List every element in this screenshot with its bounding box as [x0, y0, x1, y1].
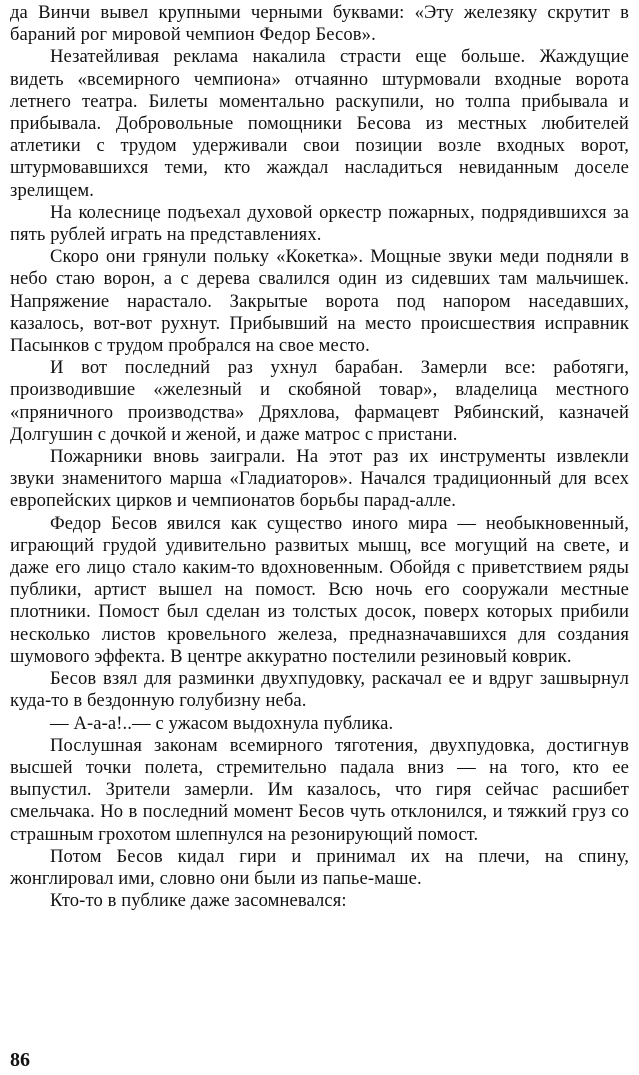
paragraph: Незатейливая реклама накалила страсти еще больше. Жаждущие видеть «всемирного чемпиона» отчаянно штурмовали входные ворота летнего театра. Билеты моментально раскупили, но толпа прибывала и прибывала. Добровольные помощники Бесова из местных любителей атлетики с трудом удерживали свои позиции возле входных ворот, штурмовавшихся теми, кто жаждал насладиться невиданным доселе зрелищем. [10, 46, 629, 201]
paragraph: Потом Бесов кидал гири и принимал их на плечи, на спину, жонглировал ими, словно они были из папье-маше. [10, 845, 629, 889]
page-number: 86 [10, 1049, 30, 1071]
paragraph: Кто-то в публике даже засомневался: [50, 890, 347, 912]
paragraph: На колеснице подъехал духовой оркестр пожарных, подрядившихся за пять рублей играть на представлениях. [10, 201, 629, 246]
paragraph: да Винчи вывел крупными черными буквами: «Эту железяку скрутит в бараний рог мировой чемпион Федор Бесов». [10, 2, 629, 46]
paragraph: Скоро они грянули польку «Кокетка». Мощные звуки меди подняли в небо стаю ворон, а с дерева свалился один из сидевших там мальчишек. Напряжение нарастало. Закрытые ворота под напором наседавших, казалось, вот-вот рухнут. Прибывший на место происшествия исправник Пасынков с трудом пробрался на свое место. [10, 246, 629, 357]
paragraph: — А-а-а!..— с ужасом выдохнула публика. [50, 712, 394, 734]
body-text [10, 0, 629, 912]
paragraph: Пожарники вновь заиграли. На этот раз их инструменты извлекли звуки знаменитого марша «Гладиаторов». Начался традиционный для всех европейских цирков и чемпионатов борьбы парад-алле. [10, 446, 629, 512]
paragraph: И вот последний раз ухнул барабан. Замерли все: работяги, производившие «железный и скобяной товар», владелица местного «пряничного производства» Дряхлова, фармацевт Рябинский, казначей Долгушин с дочкой и женой, и даже матрос с пристани. [10, 357, 629, 445]
paragraph: Федор Бесов явился как существо иного мира — необыкновенный, играющий грудой удивительно развитых мышц, все могущий на свете, и даже его лицо стало каким-то вдохновенным. Обойдя с приветствием ряды публики, артист вышел на помост. Всю ночь его сооружали местные плотники. Помост был сделан из толстых досок, поверх которых прибили несколько листов кровельного железа, предназначавшихся для создания шумового эффекта. В центре аккуратно постелили резиновый коврик. [10, 512, 629, 667]
paragraph: Бесов взял для разминки двухпудовку, раскачал ее и вдруг зашвырнул куда-то в бездонную голубизну неба. [10, 668, 629, 712]
paragraph: Послушная законам всемирного тяготения, двухпудовка, достигнув высшей точки полета, стремительно падала вниз — на того, кто ее выпустил. Зрители замерли. Им казалось, что гиря сейчас расшибет смельчака. Но в последний момент Бесов чуть отклонился, и тяжкий груз со страшным грохотом шлепнулся на резонирующий помост. [10, 734, 629, 845]
